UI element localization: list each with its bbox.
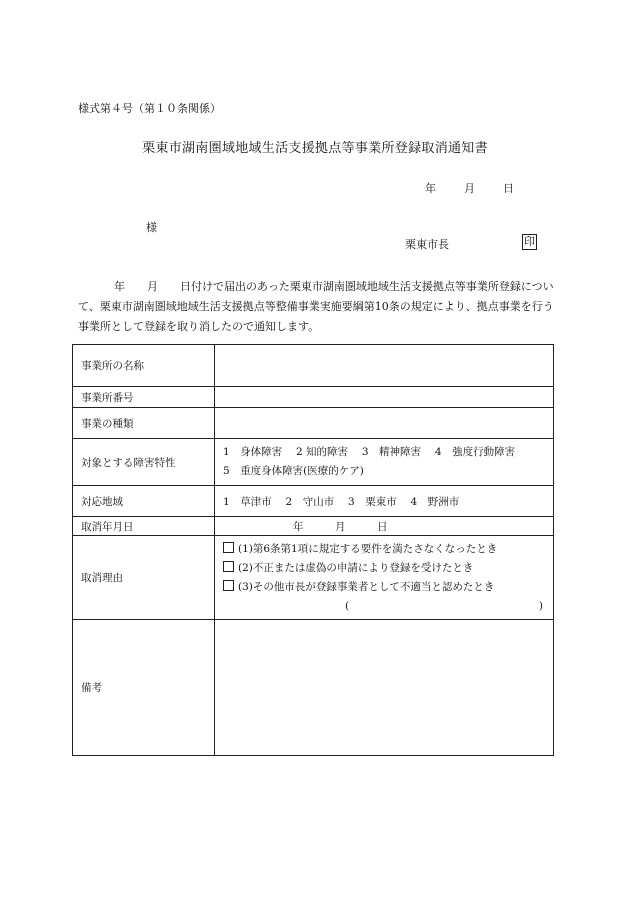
reason-option-1-text: (1)第6条第1項に規定する要件を満たさなくなったとき bbox=[238, 542, 498, 555]
form-number: 様式第４号（第１０条関係） bbox=[78, 102, 221, 115]
disability-line-1: 1 身体障害 2 知的障害 3 精神障害 4 強度行動障害 bbox=[223, 446, 516, 458]
area-value: 1 草津市 2 守山市 3 栗東市 4 野洲市 bbox=[215, 486, 554, 517]
table-row bbox=[73, 387, 554, 408]
disability-value bbox=[215, 439, 554, 486]
checkbox-icon[interactable] bbox=[223, 561, 234, 572]
reason-other-field[interactable] bbox=[223, 597, 545, 616]
office-name-value[interactable] bbox=[215, 345, 554, 387]
issuer-name: 栗東市長 bbox=[405, 238, 449, 251]
cancel-date-text: 年 月 日 bbox=[293, 520, 388, 533]
paren-close: ) bbox=[538, 599, 543, 612]
office-number-label: 事業所番号 bbox=[73, 387, 215, 408]
reason-option-3[interactable] bbox=[223, 578, 545, 597]
business-type-label: 事業の種類 bbox=[73, 408, 215, 439]
date-day: 日 bbox=[503, 182, 514, 195]
table-row bbox=[73, 486, 554, 517]
date-month: 月 bbox=[464, 182, 475, 195]
cancel-date-label: 取消年月日 bbox=[73, 517, 215, 536]
table-row bbox=[73, 439, 554, 486]
office-number-value[interactable] bbox=[215, 387, 554, 408]
reason-option-1[interactable] bbox=[223, 540, 545, 559]
seal-mark: 印 bbox=[524, 235, 535, 248]
table-row bbox=[73, 620, 554, 756]
table-row bbox=[73, 536, 554, 620]
area-label: 対応地域 bbox=[73, 486, 215, 517]
remarks-value[interactable] bbox=[215, 620, 554, 756]
checkbox-icon[interactable] bbox=[223, 542, 234, 553]
paren-open: ( bbox=[345, 599, 350, 612]
table-row bbox=[73, 517, 554, 536]
document-title: 栗東市湖南圏域地域生活支援拠点等事業所登録取消通知書 bbox=[142, 141, 488, 156]
remarks-label: 備考 bbox=[73, 620, 215, 756]
reason-option-2[interactable] bbox=[223, 559, 545, 578]
checkbox-icon[interactable] bbox=[223, 580, 234, 591]
reason-option-2-text: (2)不正または虚偽の申請により登録を受けたとき bbox=[238, 561, 474, 574]
table-row bbox=[73, 408, 554, 439]
table-row bbox=[73, 345, 554, 387]
disability-label: 対象とする障害特性 bbox=[73, 439, 215, 486]
notice-body bbox=[78, 277, 554, 337]
business-type-value[interactable] bbox=[215, 408, 554, 439]
cancel-date-value bbox=[215, 517, 554, 536]
reason-label: 取消理由 bbox=[73, 536, 215, 620]
disability-line-2: 5 重度身体障害(医療的ケア) bbox=[223, 465, 364, 477]
office-name-label: 事業所の名称 bbox=[73, 345, 215, 387]
reason-option-3-text: (3)その他市長が登録事業者として不適当と認めたとき bbox=[238, 580, 495, 593]
addressee-suffix: 様 bbox=[146, 221, 157, 234]
reason-value bbox=[215, 536, 554, 620]
cancellation-table bbox=[72, 344, 554, 756]
date-line bbox=[425, 180, 514, 196]
notice-body-text: 年 月 日付けで届出のあった栗東市湖南圏域地域生活支援拠点等事業所登録について、栗東市湖南圏域地域生活支援拠点等整備事業実施要綱第10条の規定により、拠点事業を行う事業所として登録を取り消したので通知します。 bbox=[78, 280, 554, 333]
date-year: 年 bbox=[425, 182, 436, 195]
